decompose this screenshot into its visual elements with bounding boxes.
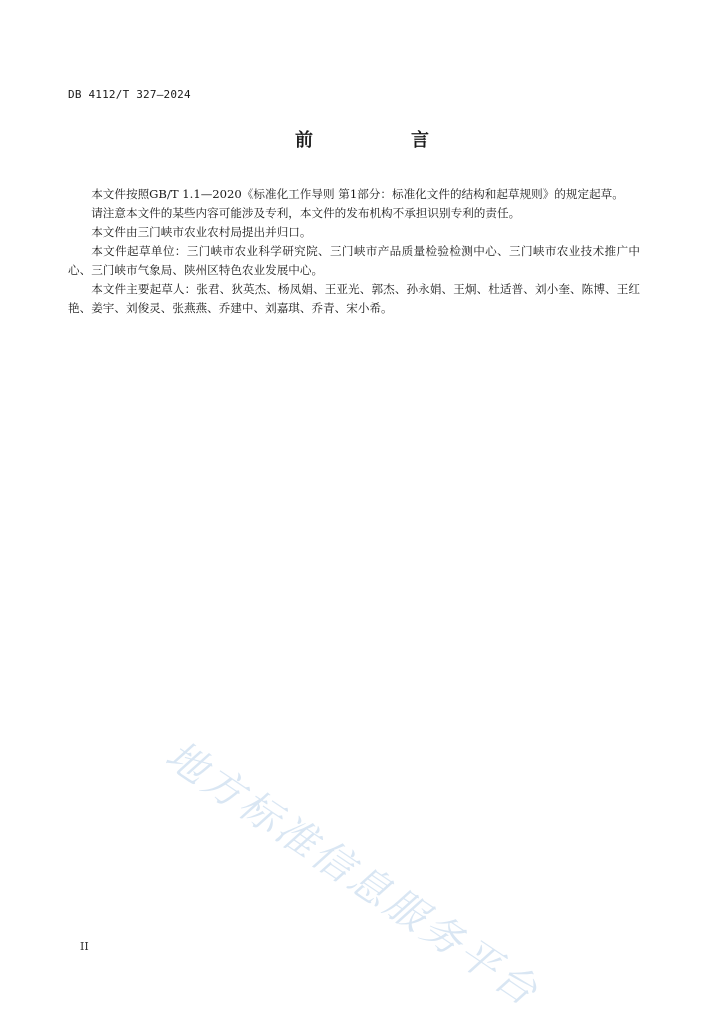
standard-code: DB 4112/T 327—2024: [68, 88, 191, 101]
paragraph-drafting-rules: 本文件按照GB/T 1.1—2020《标准化工作导则 第1部分：标准化文件的结构和起草规则》的规定起草。: [91, 187, 624, 201]
paragraph-proposer: 本文件由三门峡市农业农村局提出并归口。: [91, 225, 312, 239]
paragraph-patent-notice: 请注意本文件的某些内容可能涉及专利，本文件的发布机构不承担识别专利的责任。: [91, 206, 521, 220]
paragraph-drafting-units: 本文件起草单位：三门峡市农业科学研究院、三门峡市产品质量检验检测中心、三门峡市农业技术推广中心、三门峡市气象局、陕州区特色农业发展中心。: [68, 244, 640, 277]
paragraph-drafters: 本文件主要起草人：张君、狄英杰、杨凤娟、王亚光、郭杰、孙永娟、王炯、杜适普、刘小奎、陈博、王红艳、姜宇、刘俊灵、张燕燕、乔建中、刘嘉琪、乔青、宋小希。: [68, 282, 640, 315]
watermark: 地方标准信息服务平台: [157, 732, 548, 1017]
page-title: 前 言: [295, 130, 469, 151]
foreword-body: [68, 185, 640, 318]
page-number: II: [80, 940, 89, 953]
